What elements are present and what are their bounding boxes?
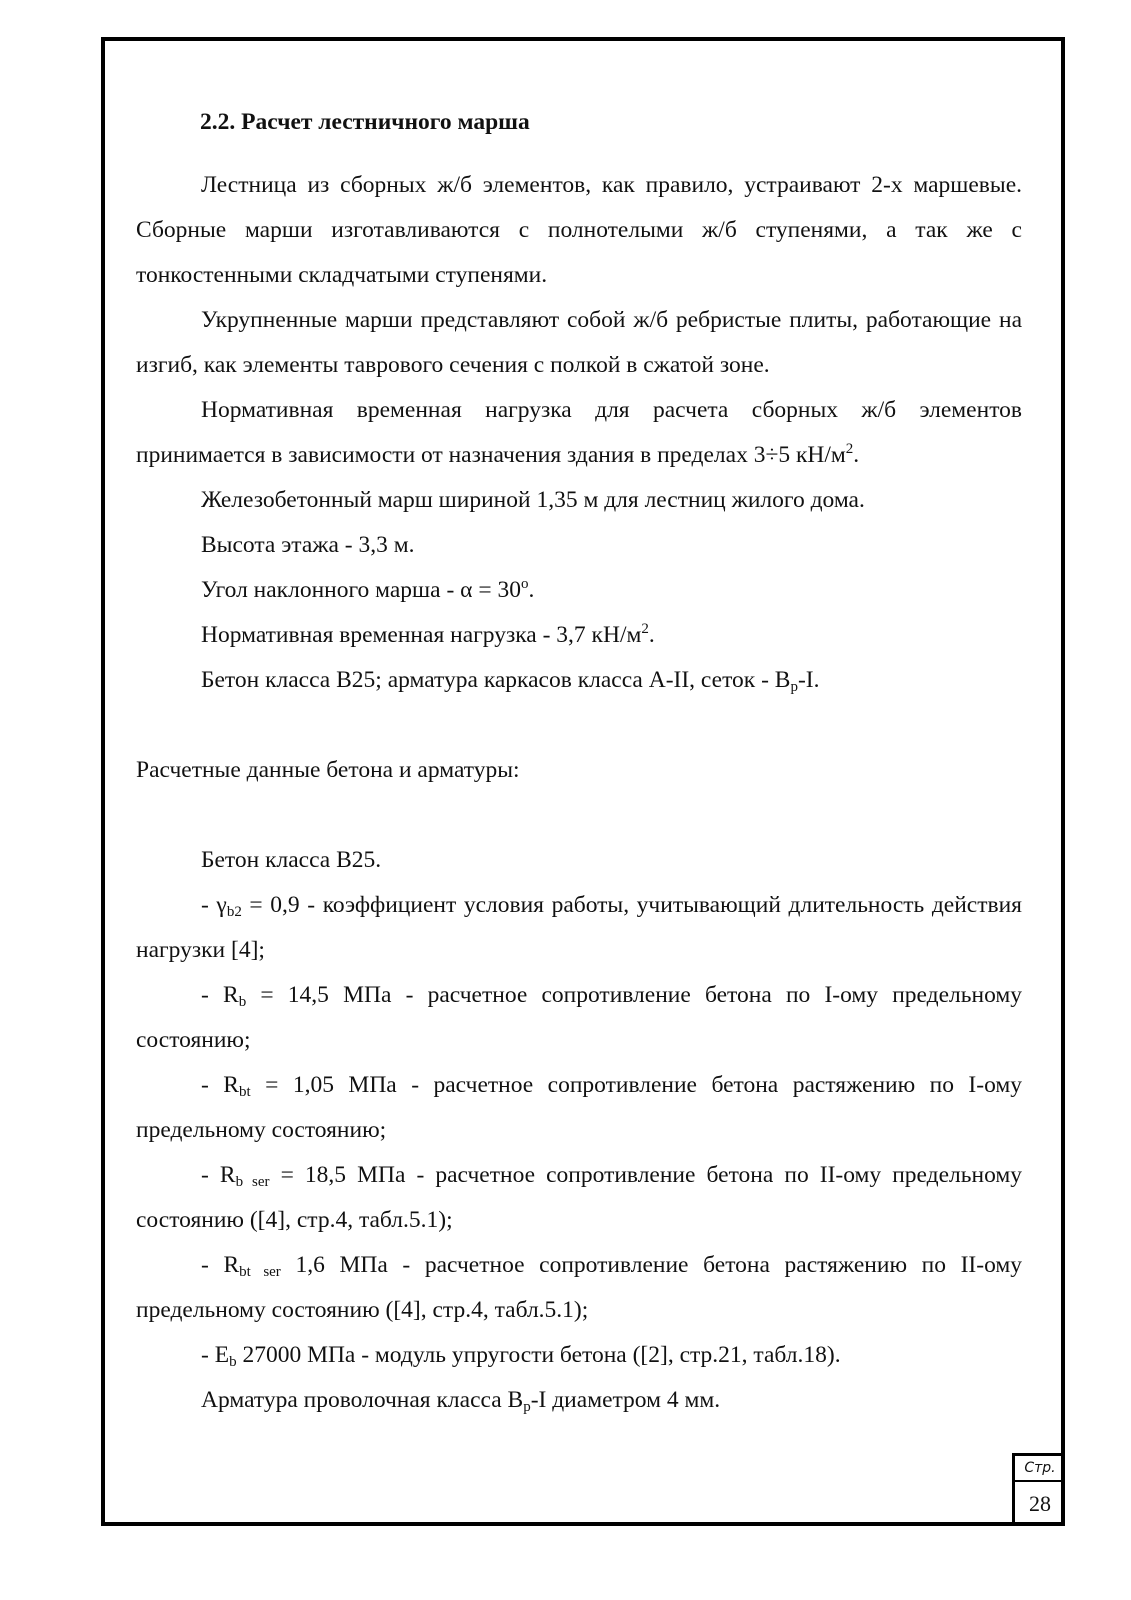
list-item: - $R_{b ser} = 18,5$ МПа - расчетное сопротивление бетона по II-ому предельному состоянию ([4], стр.4, табл.5.1); — [136, 1162, 1023, 1233]
page-label: Стр. — [1015, 1456, 1065, 1482]
paragraph-concrete-class: Бетон класса В25; арматура каркасов класса А-II, сеток - $В_р-I$. — [201, 667, 820, 695]
paragraph-normative-load: Нормативная временная нагрузка для расчета сборных ж/б элементов принимается в зависимости от назначения здания в пределах 3÷5 $кН/м^2$. — [136, 397, 1022, 468]
concrete-title: Бетон класса В25. — [201, 847, 382, 873]
list-item: - $R_{bt ser}$ 1,6 МПа - расчетное сопротивление бетона растяжению по II-ому предельному состоянию ([4], стр.4, табл.5.1); — [136, 1252, 1022, 1323]
paragraph-stairs-intro: Лестница из сборных ж/б элементов, как правило, устраивают 2-х маршевые. Сборные марши изготавливаются с полнотелыми ж/б ступенями, а так же с тонкостенными складчатыми ступенями. — [136, 172, 1022, 288]
list-item: - $R_b = 14,5$ МПа - расчетное сопротивление бетона по I-ому предельному состоянию; — [136, 982, 1023, 1053]
page-number: 28 — [1029, 1491, 1051, 1516]
section-heading: 2.2. Расчет лестничного марша — [200, 109, 530, 135]
list-item: - $\gamma_{b2} = 0,9$ - коэффициент условия работы, учитывающий длительность действия нагрузки [4]; — [136, 892, 1022, 963]
paragraph-floor-height: Высота этажа - 3,3 м. — [201, 532, 415, 558]
paragraph-flight-angle: Угол наклонного марша - $\alpha = 30^o$. — [201, 576, 535, 603]
list-item: - $R_{bt} = 1,05$ МПа - расчетное сопротивление бетона растяжению по I-ому предельному состоянию; — [136, 1072, 1022, 1143]
list-item: - $E_b$ 27000 МПа - модуль упругости бетона ([2], стр.21, табл.18). — [201, 1342, 841, 1370]
page-number-stamp — [1012, 1453, 1065, 1526]
subsection-title: Расчетные данные бетона и арматуры: — [136, 757, 520, 783]
paragraph-rebar: Арматура проволочная класса $В_р-I$ диаметром 4 мм. — [201, 1387, 721, 1415]
paragraph-temporary-load: Нормативная временная нагрузка - 3,7 $кН/м^2$. — [201, 621, 655, 648]
paragraph-flight-width: Железобетонный марш шириной 1,35 м для лестниц жилого дома. — [201, 487, 865, 513]
paragraph-enlarged-flights: Укрупненные марши представляют собой ж/б ребристые плиты, работающие на изгиб, как элементы таврового сечения с полкой в сжатой зоне. — [136, 307, 1022, 378]
